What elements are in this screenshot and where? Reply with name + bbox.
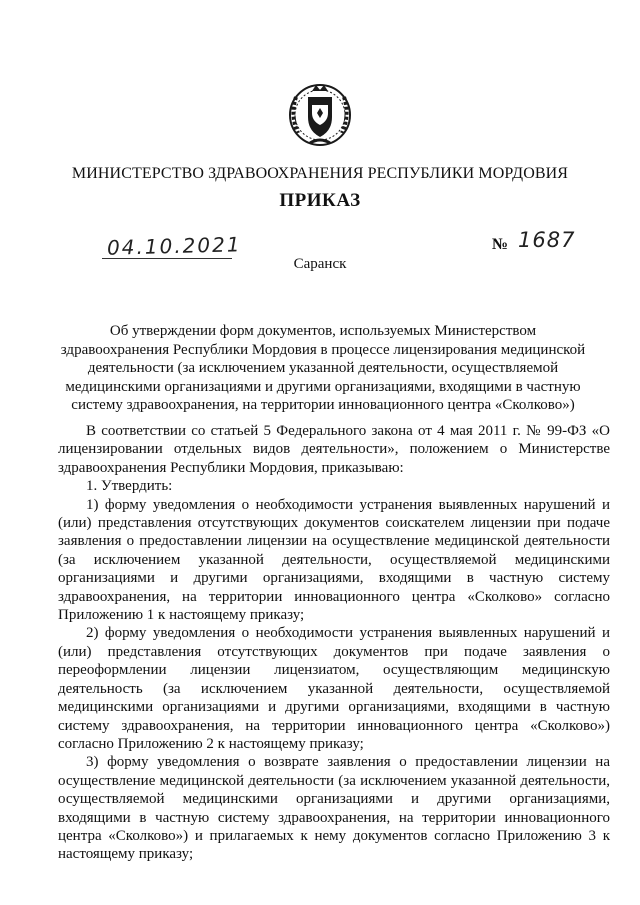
number-label: № (492, 236, 509, 253)
clause-1-1: 1) форму уведомления о необходимости устранения выявленных нарушений и (или) представления отсутствующих документов соискателем лицензии при подаче заявления о предоставлении лицензии на осуществление медицинской деятельности (за исключением указанной деятельности, осуществляемой медицинскими организациями и другими организациями, входящими в частную систему здравоохранения, на территории инновационного центра «Сколково» согласно Приложению 1 к настоящему приказу; (58, 496, 610, 624)
clause-1-3: 3) форму уведомления о возврате заявления о предоставлении лицензии на осуществление медицинской деятельности (за исключением указанной деятельности, осуществляемой медицинскими организациями и другими организациями, входящими в частную систему здравоохранения, на территории инновационного центра «Сколково») и прилагаемых к нему документов согласно Приложению 3 к настоящему приказу; (58, 754, 610, 863)
order-number: 1687 (518, 228, 576, 252)
ministry-name: МИНИСТЕРСТВО ЗДРАВООХРАНЕНИЯ РЕСПУБЛИКИ МОРДОВИЯ (71, 165, 569, 182)
city: Саранск (293, 256, 347, 272)
order-date: 04.10.2021 (106, 232, 242, 260)
document-type: ПРИКАЗ (279, 190, 361, 211)
clause-1: 1. Утвердить: (86, 478, 173, 495)
coat-of-arms-icon (282, 75, 358, 151)
preamble: В соответствии со статьей 5 Федерального закона от 4 мая 2011 г. № 99-ФЗ «О лицензировании отдельных видов деятельности», положением о Министерстве здравоохранения Республики Мордовия, приказываю: (58, 423, 610, 476)
order-title: Об утверждении форм документов, используемых Министерством здравоохранения Республики Мордовия в процессе лицензирования медицинской деятельности (за исключением указанной деятельности, осуществляемой медицинскими организациями и другими организациями, входящими в частную систему здравоохранения, на территории инновационного центра «Сколково») (60, 323, 586, 413)
clause-1-2: 2) форму уведомления о необходимости устранения выявленных нарушений и (или) представления отсутствующих документов при подаче заявления о переоформлении лицензии лицензиатом, осуществляющим медицинскую деятельность (за исключением указанной деятельности, осуществляемой медицинскими организациями и другими организациями, входящими в частную систему здравоохранения, на территории инновационного центра «Сколково») согласно Приложению 2 к настоящему приказу; (58, 625, 610, 752)
order-body (58, 422, 610, 864)
